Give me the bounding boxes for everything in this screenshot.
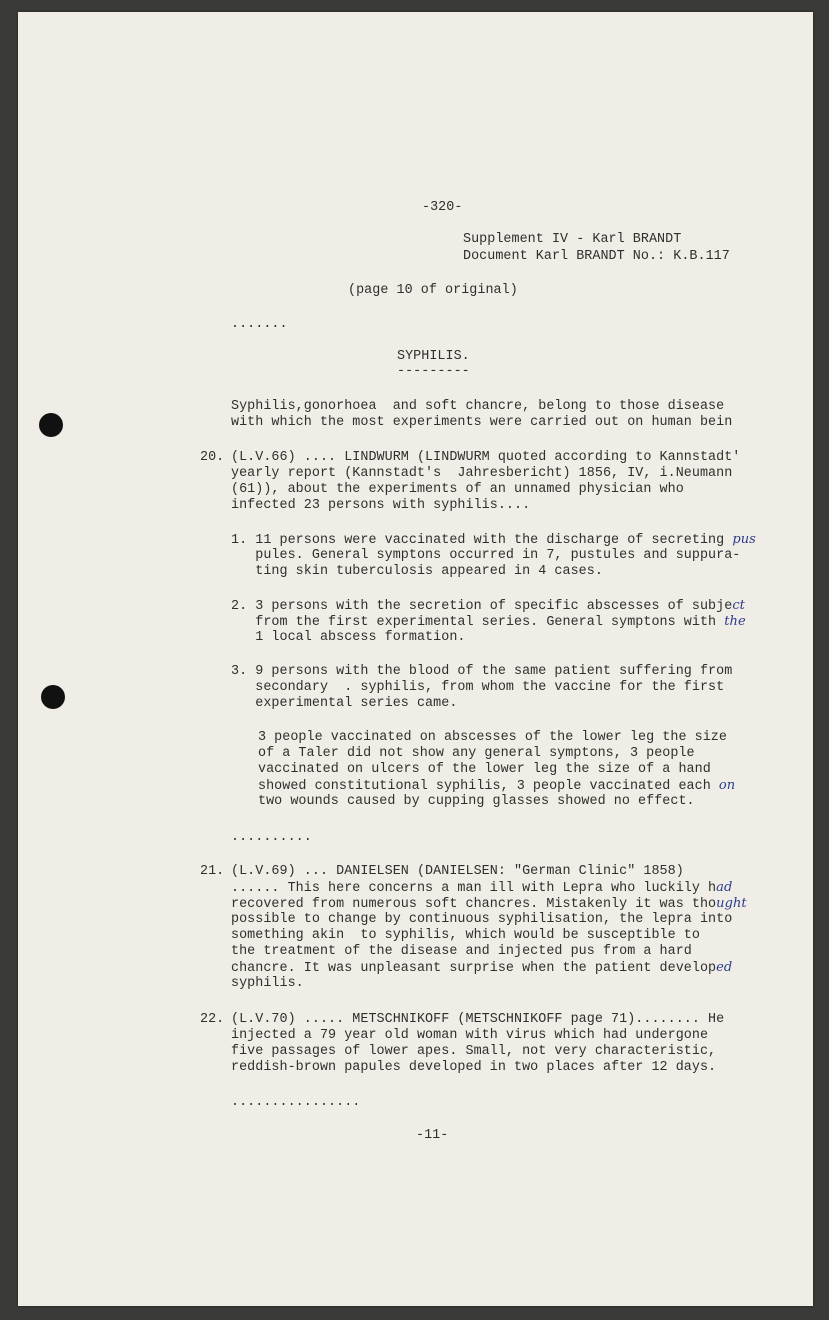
detail-text: showed constitutional syphilis, 3 people vaccinated each <box>258 779 711 794</box>
list-item-line <box>231 614 746 631</box>
entry-line <box>231 960 732 977</box>
intro-line: Syphilis,gonorhoea and soft chancre, belong to those disease <box>231 399 725 414</box>
intro-line: with which the most experiments were carried out on human bein <box>231 415 733 430</box>
section-underline: --------- <box>397 364 470 379</box>
entry-line: reddish-brown papules developed in two places after 12 days. <box>231 1060 717 1075</box>
list-item-line: experimental series came. <box>231 696 458 711</box>
entry-line: the treatment of the disease and injected pus from a hard <box>231 944 692 959</box>
original-page-note: (page 10 of original) <box>348 283 518 298</box>
list-item-line: ting skin tuberculosis appeared in 4 cases. <box>231 564 603 579</box>
list-item-line <box>231 532 756 549</box>
handwritten-correction: ught <box>716 896 747 911</box>
entry-text: ...... This here concerns a man ill with Lepra who luckily h <box>231 881 717 896</box>
document-line: Document Karl BRANDT No.: K.B.117 <box>463 249 730 264</box>
document-page <box>18 12 813 1306</box>
punch-hole <box>39 413 63 437</box>
entry-line: (61)), about the experiments of an unnamed physician who <box>231 482 684 497</box>
punch-hole <box>41 685 65 709</box>
entry-line <box>231 880 732 897</box>
list-item-line: pules. General symptons occurred in 7, pustules and suppura- <box>231 548 741 563</box>
entry-number: 21. <box>200 864 225 879</box>
detail-line <box>258 778 735 795</box>
entry-text: chancre. It was unpleasant surprise when the patient develop <box>231 961 717 976</box>
page-number: -320- <box>422 200 463 215</box>
entry-number: 22. <box>200 1012 225 1027</box>
entry-text: recovered from numerous soft chancres. Mistakenly it was tho <box>231 897 717 912</box>
ellipsis-line: ................ <box>231 1095 361 1110</box>
handwritten-correction: ed <box>716 960 733 975</box>
detail-line: two wounds caused by cupping glasses showed no effect. <box>258 794 695 809</box>
entry-line: infected 23 persons with syphilis.... <box>231 498 531 513</box>
detail-line: of a Taler did not show any general symptons, 3 people <box>258 746 695 761</box>
entry-line: injected a 79 year old woman with virus which had undergone <box>231 1028 709 1043</box>
entry-line: (L.V.66) .... LINDWURM (LINDWURM quoted according to Kannstadt' <box>231 450 741 465</box>
entry-line: possible to change by continuous syphilisation, the lepra into <box>231 912 733 927</box>
handwritten-correction: ad <box>716 880 733 895</box>
supplement-line: Supplement IV - Karl BRANDT <box>463 232 682 247</box>
ellipsis-line: .......... <box>231 830 312 845</box>
list-item-text: 1. 11 persons were vaccinated with the discharge of secreting <box>231 533 725 548</box>
detail-line: vaccinated on ulcers of the lower leg the size of a hand <box>258 762 711 777</box>
list-item-text: 2. 3 persons with the secretion of specific abscesses of subje <box>231 599 733 614</box>
list-item-line: secondary . syphilis, from whom the vaccine for the first <box>231 680 725 695</box>
ellipsis-line: ....... <box>231 317 288 332</box>
list-item-line <box>231 598 745 615</box>
entry-line: five passages of lower apes. Small, not very characteristic, <box>231 1044 717 1059</box>
entry-line <box>231 896 747 913</box>
list-item-text: from the first experimental series. General symptons with <box>231 615 717 630</box>
handwritten-correction: on <box>718 778 736 793</box>
footer-page-number: -11- <box>416 1128 449 1143</box>
entry-line: syphilis. <box>231 976 304 991</box>
entry-line: (L.V.69) ... DANIELSEN (DANIELSEN: "German Clinic" 1858) <box>231 864 684 879</box>
handwritten-correction: pus <box>732 532 756 547</box>
list-item-line: 3. 9 persons with the blood of the same patient suffering from <box>231 664 733 679</box>
entry-line: (L.V.70) ..... METSCHNIKOFF (METSCHNIKOFF page 71)........ He <box>231 1012 725 1027</box>
entry-line: yearly report (Kannstadt's Jahresbericht) 1856, IV, i.Neumann <box>231 466 733 481</box>
list-item-line: 1 local abscess formation. <box>231 630 466 645</box>
entry-number: 20. <box>200 450 225 465</box>
handwritten-correction: the <box>724 614 746 629</box>
entry-line: something akin to syphilis, which would be susceptible to <box>231 928 700 943</box>
handwritten-correction: ct <box>732 598 745 613</box>
detail-line: 3 people vaccinated on abscesses of the lower leg the size <box>258 730 727 745</box>
section-title: SYPHILIS. <box>397 349 470 364</box>
